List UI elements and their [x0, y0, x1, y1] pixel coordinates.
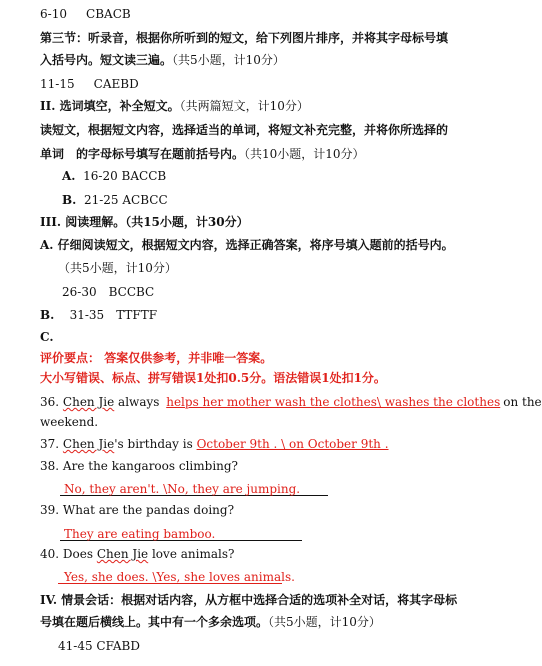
question-40 [40, 546, 469, 562]
answer-text: They are eating bamboo. [64, 527, 216, 541]
question-number: 37. [40, 437, 60, 451]
part4-title-line2 [40, 614, 469, 630]
scoring-text: 答案仅供参考，并非唯一答案。 [104, 351, 273, 365]
question-number: 39. [40, 503, 60, 517]
question-subject: Chen Jie [62, 437, 115, 451]
part2-instruction: 读短文，根据短文内容，选择适当的单词，将短文补充完整，并将你所选择的 [40, 123, 449, 137]
answer-text: 16-20 BACCB [83, 169, 167, 183]
question-text: Are the kangaroos climbing? [62, 459, 238, 473]
part2-title [40, 98, 469, 114]
answer-41-45: 41-45 CFABD [58, 639, 140, 653]
answer-blank [60, 481, 328, 496]
part2-instruction-line2 [40, 146, 469, 162]
question-prefix: Does [62, 547, 97, 561]
answer-range: 6-10 [40, 7, 67, 21]
question-number: 36. [40, 395, 60, 409]
section3-title-line2-bold: 入括号内。短文读三遍。 [40, 53, 173, 67]
question-36-line2: weekend. [40, 415, 99, 429]
question-subject: Chen Jie [62, 395, 115, 409]
answer-letters: CBACB [86, 7, 131, 21]
answer-blank [58, 569, 295, 584]
answer-text: No, they aren't. \No, they are jumping. [64, 482, 301, 496]
answer-text: helps her mother wash the clothes\ washes the clothes [166, 395, 501, 409]
section3-title: 第三节：听录音，根据你所听到的短文，给下列图片排序，并将其字母标号填 [40, 31, 449, 45]
answer-label: B. [62, 193, 77, 207]
deduction-rules: 大小写错误、标点、拼写错误1处扣0.5分。语法错误1处扣1分。 [40, 371, 386, 385]
answer-label: B. [40, 308, 55, 322]
part2-title-tail: （共两篇短文，计10分） [179, 99, 309, 113]
question-subject: Chen Jie [96, 547, 149, 561]
section3-title-line2-tail: （共5小题，计10分） [172, 53, 285, 67]
answer-blank [60, 526, 302, 541]
question-number: 40. [40, 547, 60, 561]
part2-answer-b [62, 192, 469, 208]
question-suffix: love animals? [148, 547, 235, 561]
part2-title-bold: II. 选词填空，补全短文。 [40, 99, 180, 113]
question-36 [40, 394, 542, 410]
question-text: What are the pandas doing? [62, 503, 235, 517]
part4-title-line2-tail: （共5小题，计10分） [268, 615, 381, 629]
part2-instruction-line2-bold: 单词 的字母标号填写在题前括号内。 [40, 147, 245, 161]
question-suffix: on the [503, 395, 542, 409]
question-prefix: 's birthday is [114, 437, 197, 451]
answer-label: A. [62, 169, 76, 183]
question-38 [40, 458, 469, 474]
question-prefix: always [114, 395, 164, 409]
answer-6-10 [40, 6, 469, 22]
part3-b-answer [40, 307, 469, 323]
part3-title: III. 阅读理解。（共15小题，计30分） [40, 215, 249, 229]
question-number: 38. [40, 459, 60, 473]
answer-38 [60, 480, 469, 496]
part4-title-line2-bold: 号填在题后横线上。其中有一个多余选项。 [40, 615, 269, 629]
answer-text: Yes, she does. \Yes, she loves animals. [64, 570, 295, 584]
part3-a-count: （共5小题，计10分） [58, 261, 177, 275]
answer-text: 21-25 ACBCC [83, 193, 168, 207]
answer-letters: CAEBD [93, 77, 139, 91]
question-37 [40, 436, 469, 452]
part4-title: IV. 情景会话：根据对话内容，从方框中选择合适的选项补全对话，将其字母标 [40, 593, 458, 607]
answer-range: 11-15 [40, 77, 75, 91]
answer-text: 31-35 TTFTF [69, 308, 158, 322]
part2-instruction-line2-tail: （共10小题，计10分） [244, 147, 365, 161]
question-39 [40, 502, 469, 518]
answer-text: October 9th . \ on October 9th . [196, 437, 389, 451]
answer-26-30: 26-30 BCCBC [62, 285, 155, 299]
scoring-label: 评价要点： [40, 351, 101, 365]
part3-c-label: C. [40, 330, 54, 344]
answer-39 [60, 525, 469, 541]
section3-title-line2 [40, 52, 469, 68]
answer-11-15 [40, 76, 469, 92]
part2-answer-a [62, 168, 469, 184]
part3-a-instruction: A. 仔细阅读短文，根据短文内容，选择正确答案，将序号填入题前的括号内。 [40, 238, 454, 252]
scoring-note [40, 350, 469, 366]
answer-40 [58, 568, 469, 584]
